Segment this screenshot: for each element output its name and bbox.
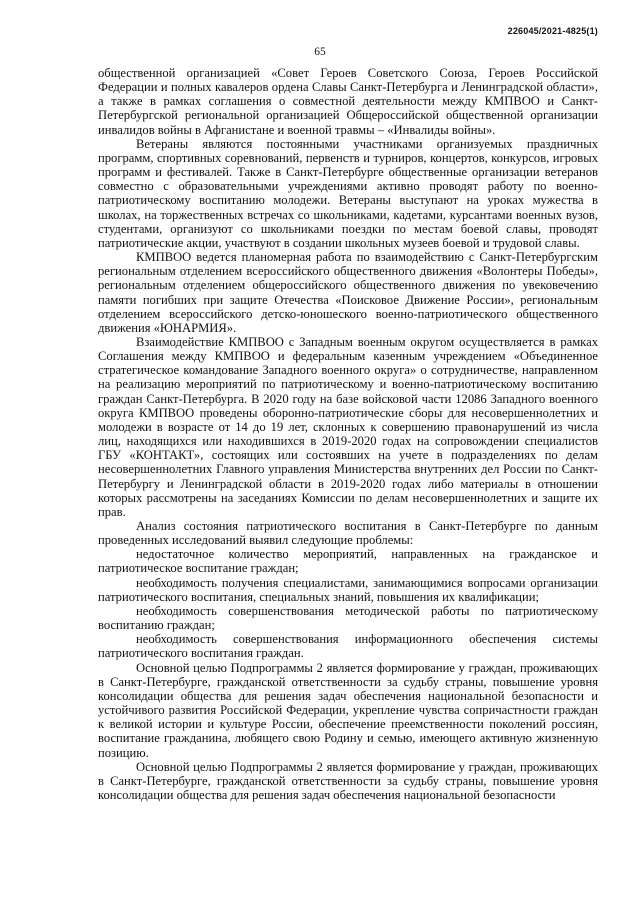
paragraph-kmpvoo-cooperation: КМПВОО ведется планомерная работа по взаимодействию с Санкт-Петербургским региональным отделением всероссийского общественного движения «Волонтеры Победы», региональным отделением общероссийского общественного движения по увековечению памяти погибших при защите Отечества «Поисковое Движение России», региональным отделением всероссийского детско-юношеского военно-патриотического общественного движения «ЮНАРМИЯ». — [98, 250, 598, 335]
paragraph-analysis: Анализ состояния патриотического воспитания в Санкт-Петербурге по данным проведенных исследований выявил следующие проблемы: — [98, 519, 598, 548]
problem-item: необходимость совершенствования методической работы по патриотическому воспитанию граждан; — [98, 603, 598, 633]
paragraph-veterans: Ветераны являются постоянными участниками организуемых праздничных программ, спортивных соревнований, первенств и турниров, концертов, конкурсов, игровых программ и фестивалей. Также в Санкт-Петербурге общественные организации ветеранов совместно с образовательными учреждениями активно проводят работу по военно-патриотическому воспитанию молодежи. Ветераны выступают на уроках мужества в школах, на торжественных встречах со школьниками, кадетами, курсантами военных вузов, студентами, организуют со школьниками поездки по местам боевой славы, проводят патриотические акции, участвуют в создании школьных музеев боевой и трудовой славы. — [98, 136, 598, 250]
problems-list — [98, 547, 598, 660]
paragraph-continuation: общественной организацией «Совет Героев Советского Союза, Героев Российской Федерации и полных кавалеров ордена Славы Санкт-Петербурга и Ленинградской области», а также в рамках соглашения о совместной деятельности между КМПВОО и Санкт-Петербургской региональной организацией Общероссийской общественной организации инвалидов войны в Афганистане и военной травмы – «Инвалиды войны». — [98, 66, 598, 137]
paragraph-western-district: Взаимодействие КМПВОО с Западным военным округом осуществляется в рамках Соглашения между КМПВОО и федеральным казенным учреждением «Объединенное стратегическое командование Западного военного округа» о сотрудничестве, направленном на реализацию мероприятий по патриотическому и военно-патриотическому воспитанию граждан Санкт-Петербурга. В 2020 году на базе войсковой части 12086 Западного военного округа КМПВОО проведены оборонно-патриотические сборы для несовершеннолетних и молодежи в возрасте от 14 до 19 лет, склонных к совершению правонарушений из числа лиц, находящихся или находившихся в 2019-2020 годах на сопровождении специалистов ГБУ «КОНТАКТ», состоящих или состоявших на учете в подразделениях по делам несовершеннолетних Главного управления Министерства внутренних дел России по Санкт-Петербургу и Ленинградской области в 2019-2020 годах либо материалы в отношении которых рассмотрены на заседаниях Комиссии по делам несовершеннолетних и защите их прав. — [98, 334, 598, 519]
paragraph-goal: Основной целью Подпрограммы 2 является формирование у граждан, проживающих в Санкт-Петербурге, гражданской ответственности за судьбу страны, повышение уровня консолидации общества для решения задач обеспечения национальной безопасности и устойчивого развития Российской Федерации, укрепление чувства сопричастности граждан к великой истории и культуре России, обеспечение преемственности поколений россиян, воспитание гражданина, любящего свою Родину и семью, имеющего активную жизненную позицию. — [98, 660, 598, 760]
document-number: 226045/2021-4825(1) — [507, 26, 598, 36]
paragraph-goal-repeat: Основной целью Подпрограммы 2 является формирование у граждан, проживающих в Санкт-Петербурге, гражданской ответственности за судьбу страны, повышение уровня консолидации общества для решения задач обеспечения национальной безопасности — [98, 759, 598, 802]
problem-item: недостаточное количество мероприятий, направленных на гражданское и патриотическое воспитание граждан; — [98, 547, 598, 576]
problem-item: необходимость совершенствования информационного обеспечения системы патриотического воспитания граждан. — [98, 632, 598, 661]
document-body — [98, 66, 598, 802]
problem-item: необходимость получения специалистами, занимающимися вопросами организации патриотического воспитания, специальных знаний, повышения их квалификации; — [98, 575, 598, 604]
page-number: 65 — [314, 46, 326, 58]
